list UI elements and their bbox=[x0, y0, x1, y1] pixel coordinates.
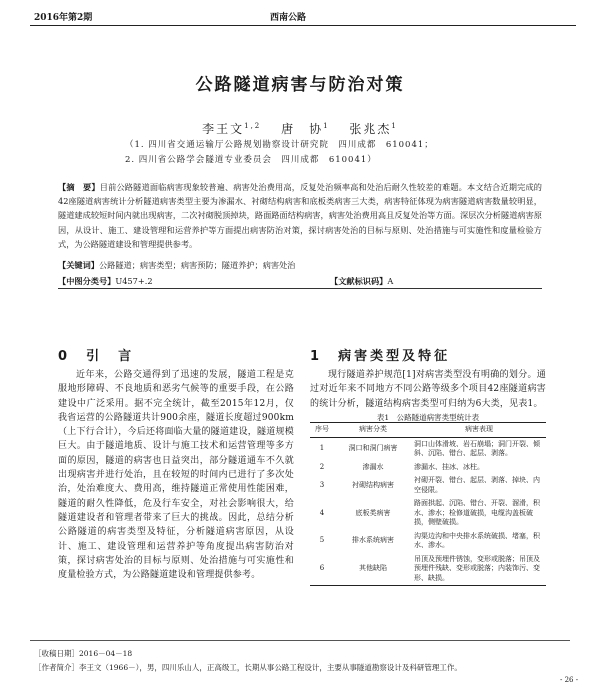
table-row bbox=[310, 530, 546, 553]
paragraph: 近年来，公路交通得到了迅速的发展，隧道工程是克服地形障碍、不良地质和恶劣气候等的重要手段，在公路建设中广泛采用。据不完全统计，截至2015年12月，仅我省运营的公路隧道共计900余座，隧道长度超过900km（上下行合计），今后还将面临大量的隧道建设，隧道规模巨大。由于隧道地质、设计与施工技术和运营管理等多方面的原因，隧道的病害也日益突出，部分隧道通车不久就出现病害并进行处治，且在较短的时间内已进行了多次处治，处治难度大、费用高，维持隧道正常使用性能困难，隧道的耐久性降低，危及行车安全，对社会影响很大，给隧道建设者和管理者带来了巨大的挑战。因此，总结分析公路隧道的病害类型及特征，分析隧道病害原因，从设计、施工、建设管理和运营养护等角度提出病害防治对策，探讨病害处治的目标与原则、处治措施与可实施性和度量检验方式，为公路隧道建设和管理提供参考。 bbox=[58, 370, 294, 581]
abstract-label: 【摘 要】 bbox=[58, 182, 100, 192]
paper-title: 公路隧道病害与防治对策 bbox=[195, 75, 405, 95]
keywords bbox=[58, 260, 542, 271]
footnote-divider bbox=[30, 640, 570, 641]
header-divider bbox=[30, 25, 576, 26]
defect-type-table bbox=[310, 422, 546, 586]
author-name: 唐 协 bbox=[281, 122, 324, 136]
table-cell: 渗漏水、挂冰、冰柱。 bbox=[414, 462, 484, 471]
author-name: 李王文 bbox=[202, 122, 245, 136]
table-cell: 6 bbox=[310, 553, 334, 586]
section-number: 1 bbox=[310, 349, 323, 364]
affiliation-1: （1. 四川省交通运输厅公路规划勘察设计研究院 四川成都 610041； bbox=[125, 140, 434, 150]
table-cell: 4 bbox=[319, 508, 325, 517]
abstract-text: 目前公路隧道面临病害现象较普遍、病害处治费用高，反复处治频率高和处治后耐久性较差的难题。本文结合近期完成的42座隧道病害统计分析隧道病害类型主要为渗漏水、衬砌结构病害和底板类病害三大类，病害特征体现为病害隧道病害数量较明显，隧道建成较短时间内就出现病害，二次衬砌脱顶掉块，路面路面结构病害，病害处治费用高且反复处治等方面。深层次分析隧道病害原因，从设计、施工、建设管理和运营养护等方面提出病害防治对策，探讨病害处治的目标与原则、处治措施与可实施性和度量检验方式，为公路隧道建设和管理提供参考。 bbox=[58, 182, 542, 249]
affiliation-2: 2. 四川省公路学会隧道专业委员会 四川成都 610041） bbox=[125, 155, 377, 165]
abstract bbox=[58, 180, 542, 251]
classification-value: U457+.2 bbox=[115, 276, 153, 286]
introduction-text bbox=[58, 368, 294, 582]
author-list bbox=[0, 120, 600, 137]
author-affiliation-mark: 1 bbox=[323, 122, 330, 130]
document-code-label: 【文献标识码】 bbox=[330, 276, 388, 286]
keywords-text: 公路隧道；病害类型；病害预防；隧道养护；病害处治 bbox=[98, 260, 296, 270]
table-header-row bbox=[310, 423, 546, 438]
table-row bbox=[310, 497, 546, 530]
table-cell: 吊顶及预埋件锈蚀，变形或脱落；吊顶及预埋件残缺、变形或脱落；内装饰污、变形、缺损。 bbox=[412, 553, 546, 586]
received-date: ［收稿日期］2016－04－18 bbox=[34, 649, 133, 658]
classification-label: 【中图分类号】 bbox=[58, 276, 116, 286]
table-cell: 洞口和洞门病害 bbox=[348, 444, 398, 453]
section1-text bbox=[310, 368, 546, 411]
section-number: 0 bbox=[58, 349, 71, 364]
table-caption: 表1 公路隧道病害类型统计表 bbox=[376, 413, 480, 422]
author-name: 张兆杰 bbox=[349, 122, 392, 136]
issue-label: 2016年第2期 bbox=[34, 13, 93, 23]
section-title: 引 言 bbox=[86, 349, 135, 364]
table-cell: 沟渠边沟和中央排水系统破损、堵塞，积水、渗水。 bbox=[414, 531, 540, 549]
table-cell: 底板类病害 bbox=[355, 508, 391, 517]
paragraph: 现行隧道养护规范[1]对病害类型没有明确的划分。通过对近年来不同地方不同公路等级多个项目42座隧道病害的统计分析，隧道结构病害类型可归纳为6大类，见表1。 bbox=[310, 370, 546, 409]
table-row bbox=[310, 461, 546, 475]
table-cell: 其他缺陷 bbox=[334, 553, 412, 586]
table-cell: 3 bbox=[319, 480, 325, 489]
keywords-label: 【关键词】 bbox=[58, 260, 99, 270]
section-heading-introduction bbox=[58, 345, 134, 364]
table-row bbox=[310, 553, 546, 586]
section-title: 病害类型及特征 bbox=[338, 349, 451, 364]
journal-name: 西南公路 bbox=[270, 13, 307, 23]
table-cell: 衬砌结构病害 bbox=[352, 480, 394, 489]
table-cell: 洞口山体滑坡、岩石崩塌；洞门开裂、倾斜、沉陷、错台、起层、剥落。 bbox=[414, 439, 540, 457]
table-header: 病害分类 bbox=[334, 423, 412, 438]
table-cell: 1 bbox=[319, 444, 325, 453]
table-row bbox=[310, 474, 546, 497]
table-cell: 衬砌开裂、错台、起层、剥落、掉块、内空侵限。 bbox=[414, 476, 540, 494]
section-heading-types bbox=[310, 345, 450, 364]
table-cell: 5 bbox=[319, 536, 325, 545]
table-cell: 排水系统病害 bbox=[352, 536, 394, 545]
author-affiliation-mark: 1,2 bbox=[244, 122, 262, 130]
classification-number bbox=[58, 276, 153, 287]
document-code bbox=[330, 276, 393, 287]
document-code-value: A bbox=[387, 276, 394, 286]
table-row bbox=[310, 437, 546, 461]
abstract-divider bbox=[58, 288, 542, 289]
table-header: 序号 bbox=[310, 423, 334, 438]
page-number: - 26 - bbox=[560, 676, 579, 684]
author-affiliation-mark: 1 bbox=[391, 122, 398, 130]
table-cell: 路面拱起、沉陷、错台、开裂、溜滑，积水、渗水；检修道破损，电缆沟盖板破损，侧壁破损。 bbox=[414, 499, 540, 526]
author-bio: ［作者简介］李王文（1966－），男，四川乐山人，正高级工，长期从事公路工程设计，主要从事隧道勘察设计及科研管理工作。 bbox=[34, 663, 462, 672]
table-cell: 2 bbox=[319, 462, 325, 471]
table-header: 病害表现 bbox=[412, 423, 546, 438]
table-cell: 渗漏水 bbox=[362, 462, 384, 471]
